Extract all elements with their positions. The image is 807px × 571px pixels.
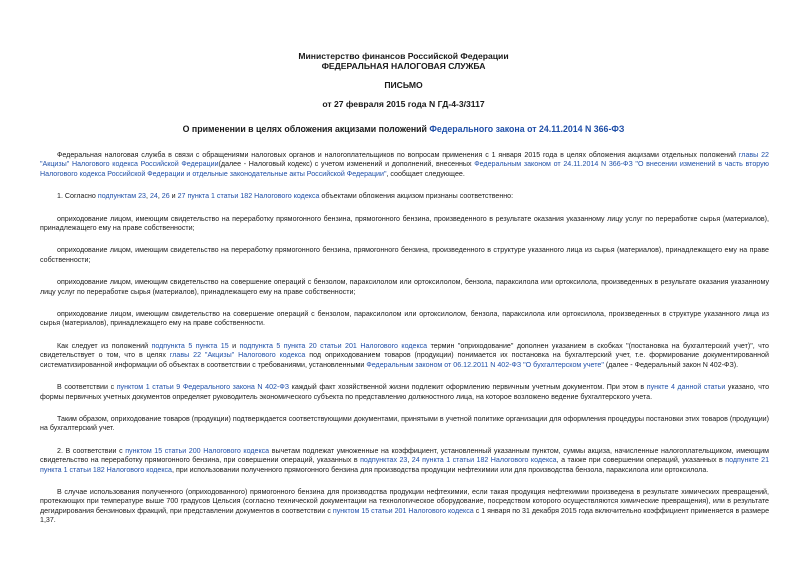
paragraph-item-3: оприходование лицом, имеющим свидетельство на совершение операций с бензолом, параксилолом или ортоксилолом, бензола, параксилола или ортоксилола, произведенных в результате оказания указанному лицу услуг по переработке сырья (материалов), принадлежащего ему на праве собственности; bbox=[40, 278, 769, 296]
subject-law-link[interactable]: Федерального закона от 24.11.2014 N 366-ФЗ bbox=[429, 124, 625, 134]
text-segment: под оприходованием товаров (продукции) понимается их постановка на бухгалтерский учет, т.е. формирование документированной систематизированной информации об объектах в соответствии с требованиями, установленными bbox=[40, 351, 769, 369]
text-segment: с 1 января по 31 декабря 2015 года включительно коэффициент применяется в размере 1,37. bbox=[40, 506, 770, 525]
text-segment: (далее - Налоговый кодекс) с учетом изменений и дополнений, внесенных bbox=[218, 160, 475, 169]
text-segment: термин "оприходование" дополнен указанием в скобках "(постановка на бухгалтерский учет)", что свидетельствует о том, что в целях bbox=[40, 341, 769, 360]
paragraph-item-1: оприходование лицом, имеющим свидетельство на переработку прямогонного бензина, прямогонного бензина, произведенного в результате оказания указанному лицу услуг по переработке сырья (материалов), принадлежащего ему на праве собственности; bbox=[40, 214, 769, 233]
link-federal-law-402[interactable]: Федеральным законом от 06.12.2011 N 402-ФЗ "О бухгалтерском учете" bbox=[366, 360, 604, 369]
link-subpoint-5-point-20-article-201[interactable]: подпункта 5 пункта 20 статьи 201 Налогового кодекса bbox=[239, 341, 428, 350]
link-subpoint-23[interactable]: подпунктах 23 bbox=[360, 456, 408, 465]
text-segment: указано, что формы первичных учетных документов определяет руководитель экономического субъекта по представлению должностного лица, на которое возложено ведение бухгалтерского учета. bbox=[40, 383, 770, 401]
link-chapter-22[interactable]: главы 22 "Акцизы" Налогового кодекса Российской Федерации bbox=[40, 151, 770, 169]
link-subpoint-5-point-15[interactable]: подпункта 5 пункта 15 bbox=[151, 341, 229, 350]
link-subpoint-23[interactable]: подпунктам 23 bbox=[97, 192, 146, 201]
text-segment: объектами обложения акцизом признаны соответственно: bbox=[319, 192, 514, 201]
document-type: ПИСЬМО bbox=[384, 80, 423, 90]
paragraph-coefficient bbox=[40, 488, 769, 526]
text-segment: , bbox=[407, 456, 412, 465]
text-segment: В случае использования полученного (оприходованного) прямогонного бензина для производства продукции нефтехимии, если такая продукция нефтехимии произведена в результате химических превращений, протекающих при температуре выше 700 градусов Цельсия (согласно технической документации на технологическое оборудование, посредством которого осуществляются химические превращения), или в результате дегидрирования бензиновых фракций, при представлении документов в соответствии с bbox=[40, 487, 769, 515]
paragraph-item-2: оприходование лицом, имеющим свидетельство на переработку прямогонного бензина, прямогонного бензина, произведенного в структуре указанного лица из сырья (материалов), принадлежащего ему на праве собственности; bbox=[40, 246, 769, 264]
text-segment: и bbox=[228, 341, 240, 350]
text-segment: 1. Согласно bbox=[57, 192, 98, 201]
text-segment: , при использовании полученного прямогонного бензина для производства продукции нефтехимии или для производства бензола, параксилола или ортоксилола. bbox=[172, 465, 709, 474]
paragraph-item-4: оприходование лицом, имеющим свидетельство на совершение операций с бензолом, параксилолом или ортоксилолом, бензола, параксилола или ортоксилола, произведенных в структуре указанного лица из сырья (материалов), принадлежащего ему на праве собственности. bbox=[40, 310, 769, 328]
paragraph-2 bbox=[40, 447, 769, 475]
link-point-15-article-201[interactable]: пунктом 15 статьи 201 Налогового кодекса bbox=[332, 506, 474, 515]
paragraph-definition bbox=[40, 342, 769, 370]
paragraph-intro bbox=[40, 151, 769, 179]
link-federal-law-366[interactable]: Федеральным законом от 24.11.2014 N 366-ФЗ "О внесении изменений в часть вторую Налогового кодекса Российской Федерации и отдельные законодательные акты Российской Федерации" bbox=[40, 160, 770, 178]
text-segment: 2. В соответствии с bbox=[57, 446, 126, 455]
link-chapter-22[interactable]: главы 22 "Акцизы" Налогового кодекса bbox=[169, 351, 306, 360]
document-subject bbox=[0, 124, 807, 135]
link-subpoint-26[interactable]: 26 bbox=[161, 192, 170, 201]
text-segment: Как следует из положений bbox=[57, 341, 152, 350]
text-segment: , а также при совершении операций, указанных в bbox=[556, 456, 726, 465]
text-segment: и bbox=[169, 192, 178, 201]
link-point-4-article[interactable]: пункте 4 данной статьи bbox=[646, 383, 726, 392]
link-subpoint-24-article-182[interactable]: 24 пункта 1 статьи 182 Налогового кодекса bbox=[411, 456, 557, 465]
letter-body bbox=[40, 151, 769, 539]
ministry-title: Министерство финансов Российской Федерации bbox=[298, 51, 509, 61]
text-segment: , bbox=[157, 192, 162, 201]
link-point-15-article-200[interactable]: пунктом 15 статьи 200 Налогового кодекса bbox=[125, 446, 270, 455]
link-subpoint-27-article-182[interactable]: 27 пункта 1 статьи 182 Налогового кодекса bbox=[177, 192, 320, 201]
subject-text: О применении в целях обложения акцизами положений bbox=[182, 124, 430, 134]
paragraph-1 bbox=[40, 192, 769, 201]
document-date-number: от 27 февраля 2015 года N ГД-4-3/3117 bbox=[322, 99, 485, 109]
text-segment: , bbox=[145, 192, 150, 201]
text-segment: вычетам подлежат умноженные на коэффициент, установленный указанным пунктом, суммы акциза, начисленные налогоплательщиком, имеющим свидетельство на переработку прямогонного бензина, при совершении операций, указанных в bbox=[40, 446, 770, 465]
service-title: ФЕДЕРАЛЬНАЯ НАЛОГОВАЯ СЛУЖБА bbox=[321, 61, 486, 71]
link-point-1-article-9[interactable]: пунктом 1 статьи 9 Федерального закона N 402-ФЗ bbox=[116, 383, 290, 392]
text-segment: (далее - Федеральный закон N 402-ФЗ). bbox=[603, 360, 739, 369]
paragraph-conclusion: Таким образом, оприходование товаров (продукции) подтверждается соответствующими документами, принятыми в учетной политике организации для оформления процедуры постановки этих товаров (продукции) на бухгалтерский учет. bbox=[40, 414, 769, 433]
text-segment: В соответствии с bbox=[57, 383, 117, 392]
link-subpoint-24[interactable]: 24 bbox=[149, 192, 158, 201]
text-segment: Федеральная налоговая служба в связи с обращениями налоговых органов и налогоплательщиков по вопросам применения с 1 января 2015 года в целях обложения акцизами отдельных положений bbox=[57, 151, 739, 159]
text-segment: каждый факт хозяйственной жизни подлежит оформлению первичным учетным документом. При этом в bbox=[289, 383, 647, 392]
paragraph-primary-docs bbox=[40, 383, 769, 402]
text-segment: , сообщает следующее. bbox=[386, 169, 465, 178]
link-subpoint-21-article-182[interactable]: подпункте 21 пункта 1 статьи 182 Налогового кодекса bbox=[40, 456, 770, 474]
